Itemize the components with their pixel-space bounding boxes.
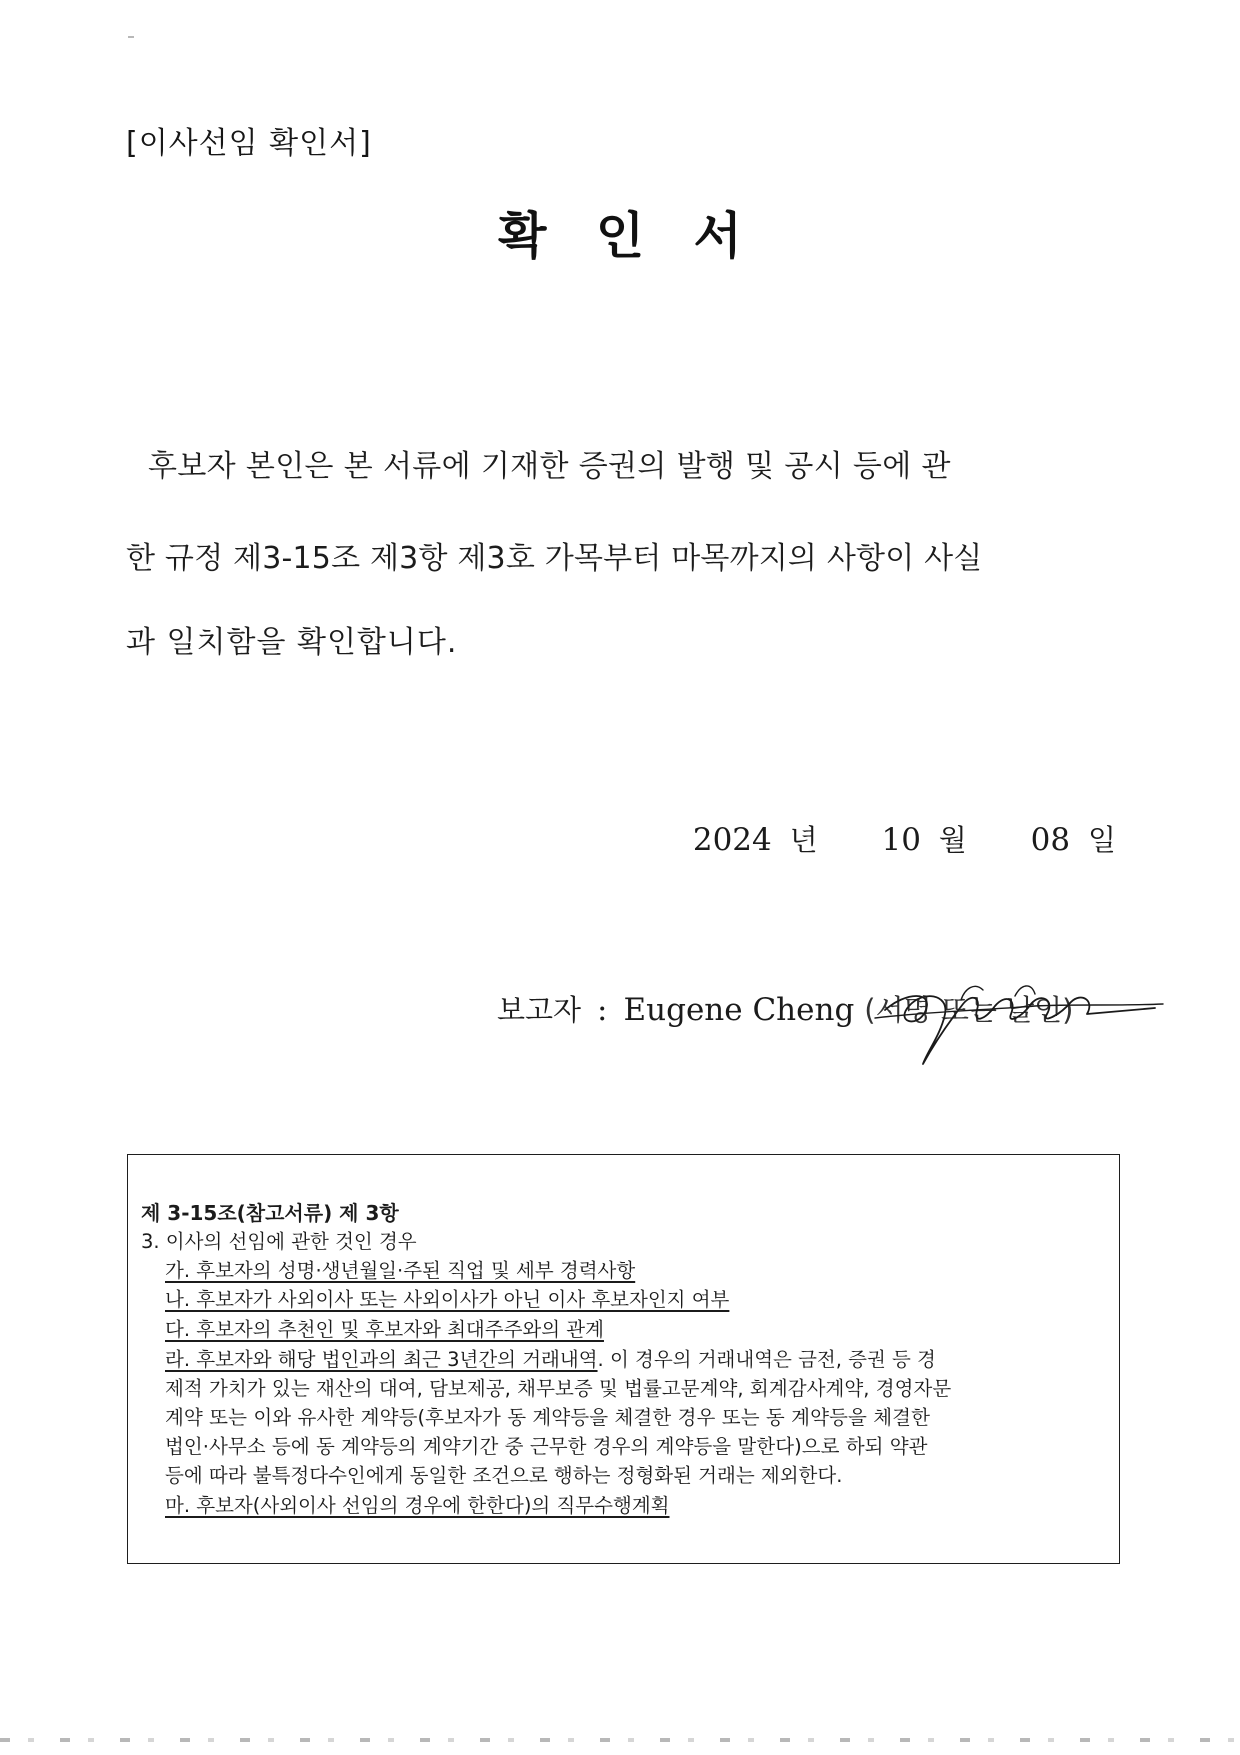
- date-day-unit: 일: [1087, 823, 1116, 857]
- regulation-intro: 3. 이사의 선임에 관한 것인 경우: [141, 1230, 417, 1253]
- date-year: 2024: [692, 822, 772, 858]
- date-year-unit: 년: [789, 823, 818, 857]
- confirmation-line-3: 과 일치함을 확인합니다.: [126, 625, 458, 660]
- confirmation-line-2: 한 규정 제3-15조 제3항 제3호 가목부터 마목까지의 사항이 사실: [126, 541, 983, 576]
- regulation-item-d-title: 라. 후보자와 해당 법인과의 최근 3년간의 거래내역: [165, 1348, 598, 1371]
- regulation-item-a: 가. 후보자의 성명·생년월일·주된 직업 및 세부 경력사항: [165, 1259, 636, 1282]
- signature-note: (서명 또는 날인): [864, 993, 1074, 1027]
- document-title: 확 인 서: [498, 207, 758, 265]
- regulation-item-d-line-5: 등에 따라 불특정다수인에게 동일한 조건으로 행하는 정형화된 거래는 제외한다.: [165, 1464, 843, 1487]
- regulation-item-d-line-2: 제적 가치가 있는 재산의 대여, 담보제공, 채무보증 및 법률고문계약, 회계감사계약, 경영자문: [165, 1377, 952, 1400]
- regulation-item-c: 다. 후보자의 추천인 및 후보자와 최대주주와의 관계: [165, 1318, 604, 1341]
- reporter-name: Eugene Cheng: [623, 992, 855, 1028]
- regulation-item-d-line-3: 계약 또는 이와 유사한 계약등(후보자가 동 계약등을 체결한 경우 또는 동 계약등을 체결한: [165, 1406, 931, 1429]
- scan-edge-artifact: [0, 1738, 1240, 1742]
- handwritten-signature-icon: [865, 960, 1165, 1070]
- regulation-item-d: [165, 1344, 936, 1372]
- date-line: [693, 818, 1116, 859]
- regulation-item-d-line-4: 법인·사무소 등에 동 계약등의 계약기간 중 근무한 경우의 계약등을 말한다)으로 하되 약관: [165, 1435, 928, 1458]
- regulation-item-b: 나. 후보자가 사외이사 또는 사외이사가 아닌 이사 후보자인지 여부: [165, 1288, 730, 1311]
- date-day: 08: [1030, 822, 1071, 858]
- regulation-item-e: 마. 후보자(사외이사 선임의 경우에 한한다)의 직무수행계획: [165, 1494, 670, 1517]
- reporter-colon: :: [597, 992, 608, 1028]
- date-month-unit: 월: [938, 823, 967, 857]
- regulation-heading: 제 3-15조(참고서류) 제 3항: [141, 1201, 399, 1225]
- regulation-reference-box: [127, 1154, 1120, 1564]
- confirmation-line-1: 후보자 본인은 본 서류에 기재한 증권의 발행 및 공시 등에 관: [148, 449, 951, 484]
- reporter-label: 보고자: [497, 993, 582, 1027]
- date-month: 10: [881, 822, 921, 858]
- regulation-item-d-text: . 이 경우의 거래내역은 금전, 증권 등 경: [597, 1348, 936, 1371]
- scan-artifact: [128, 36, 134, 38]
- document-label: [이사선임 확인서]: [126, 126, 372, 161]
